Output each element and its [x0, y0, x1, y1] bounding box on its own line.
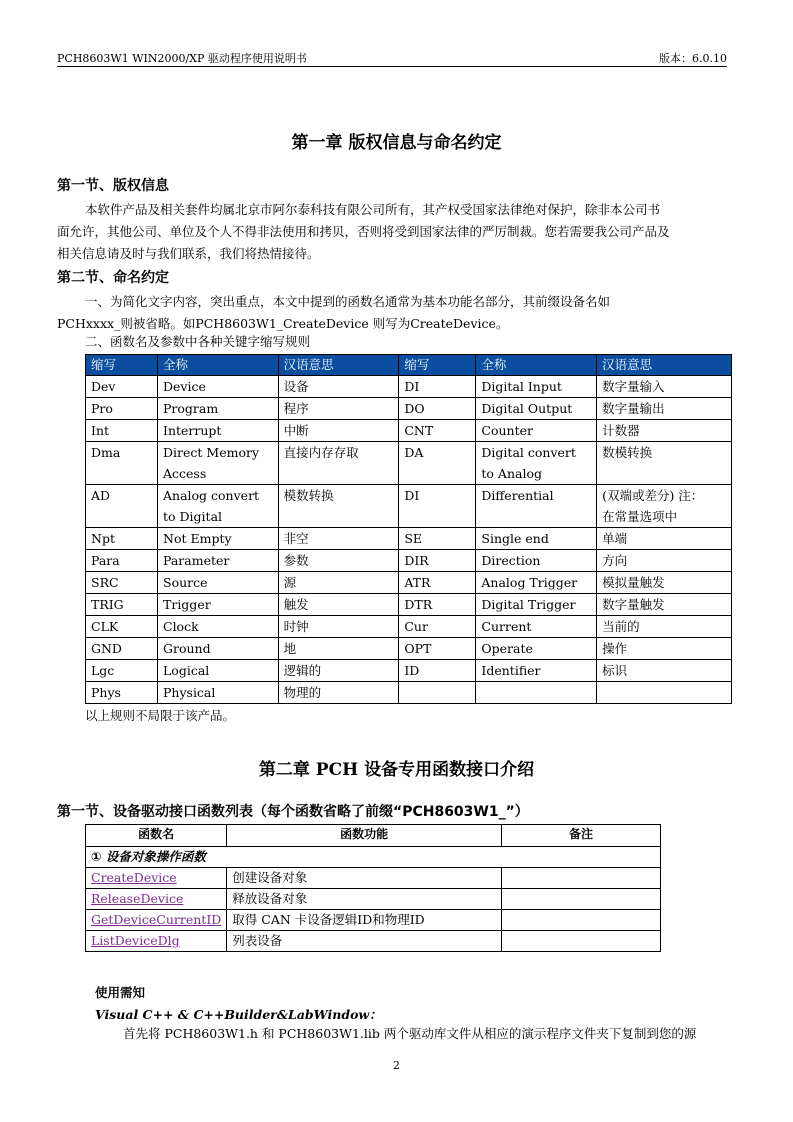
function-link[interactable]: GetDeviceCurrentID	[91, 912, 222, 927]
table-cell: Counter	[476, 420, 597, 442]
table-cell: 数字量输出	[597, 398, 732, 420]
rule-note: 以上规则不局限于该产品。	[85, 708, 236, 723]
table-cell: 数模转换	[597, 442, 732, 485]
table-cell: 程序	[278, 398, 399, 420]
table-cell: 标识	[597, 660, 732, 682]
table-cell: DO	[399, 398, 476, 420]
table-cell: 源	[278, 572, 399, 594]
function-link[interactable]: ReleaseDevice	[91, 891, 184, 906]
table-cell: Interrupt	[158, 420, 279, 442]
header-cell: 全称	[476, 355, 597, 376]
table-cell: Differential	[476, 485, 597, 528]
table-cell: Ground	[158, 638, 279, 660]
table-cell: Digital Trigger	[476, 594, 597, 616]
function-desc-cell: 列表设备	[227, 931, 502, 952]
table-cell: DIR	[399, 550, 476, 572]
table-cell: GND	[86, 638, 158, 660]
table-cell: Source	[158, 572, 279, 594]
table-cell: Physical	[158, 682, 279, 704]
table-cell: Device	[158, 376, 279, 398]
table-cell	[476, 682, 597, 704]
table-cell: Logical	[158, 660, 279, 682]
table-row	[86, 572, 732, 594]
table-cell: 触发	[278, 594, 399, 616]
table-cell: Int	[86, 420, 158, 442]
naming-line-2: PCHxxxx_则被省略。如PCH8603W1_CreateDevice 则写为CreateDevice。	[57, 316, 509, 331]
table-row	[86, 594, 732, 616]
table-cell: Parameter	[158, 550, 279, 572]
naming-line-3: 二、函数名及参数中各种关键字缩写规则	[85, 334, 311, 349]
function-desc-cell: 创建设备对象	[227, 868, 502, 889]
function-desc-cell: 取得 CAN 卡设备逻辑ID和物理ID	[227, 910, 502, 931]
header-cell: 函数名	[86, 825, 227, 847]
table-cell: Digital convert to Analog	[476, 442, 597, 485]
table-cell: CNT	[399, 420, 476, 442]
function-link[interactable]: ListDeviceDlg	[91, 933, 180, 948]
page-header	[57, 50, 727, 67]
function-remark-cell	[501, 910, 660, 931]
table-cell: Dma	[86, 442, 158, 485]
table-cell	[597, 682, 732, 704]
usage-subtitle: Visual C++ & C++Builder&LabWindow：	[95, 1007, 382, 1022]
table-cell: Phys	[86, 682, 158, 704]
header-title: PCH8603W1 WIN2000/XP 驱动程序使用说明书	[57, 52, 307, 65]
table-row	[86, 868, 661, 889]
table-cell: ID	[399, 660, 476, 682]
category-label: ① 设备对象操作函数	[86, 847, 661, 868]
function-table	[85, 824, 661, 952]
table-row	[86, 398, 732, 420]
table-cell: 数字量触发	[597, 594, 732, 616]
table-row	[86, 420, 732, 442]
function-name-cell	[86, 931, 227, 952]
table-cell: Single end	[476, 528, 597, 550]
table-row	[86, 442, 732, 485]
table-cell: 模拟量触发	[597, 572, 732, 594]
table-cell: 方向	[597, 550, 732, 572]
table-cell: 直接内存存取	[278, 442, 399, 485]
table-cell: SE	[399, 528, 476, 550]
table-cell: 时钟	[278, 616, 399, 638]
table-cell: DTR	[399, 594, 476, 616]
table-cell: 参数	[278, 550, 399, 572]
table-cell: Current	[476, 616, 597, 638]
table-cell: Program	[158, 398, 279, 420]
usage-text: 首先将 PCH8603W1.h 和 PCH8603W1.lib 两个驱动库文件从相应的演示程序文件夹下复制到您的源	[123, 1026, 697, 1041]
table-row	[86, 376, 732, 398]
table-cell: Identifier	[476, 660, 597, 682]
table-cell: 数字量输入	[597, 376, 732, 398]
header-cell: 汉语意思	[278, 355, 399, 376]
copyright-line-2: 面允许，其他公司、单位及个人不得非法使用和拷贝，否则将受到国家法律的严厉制裁。您若需要我公司产品及	[57, 224, 670, 239]
abbreviation-table	[85, 354, 732, 704]
table-row	[86, 550, 732, 572]
naming-line-1: 一、为简化文字内容，突出重点，本文中提到的函数名通常为基本功能名部分，其前缀设备名如	[85, 294, 611, 309]
table-cell: DI	[399, 485, 476, 528]
function-desc-cell: 释放设备对象	[227, 889, 502, 910]
table-row	[86, 528, 732, 550]
table-cell: Pro	[86, 398, 158, 420]
table-cell: CLK	[86, 616, 158, 638]
section1-title: 第一节、版权信息	[57, 178, 169, 194]
table-cell: Direct Memory Access	[158, 442, 279, 485]
header-cell: 汉语意思	[597, 355, 732, 376]
table-row	[86, 931, 661, 952]
table-cell: Digital Input	[476, 376, 597, 398]
table-cell: DA	[399, 442, 476, 485]
function-table-header	[86, 825, 661, 847]
table-cell: 中断	[278, 420, 399, 442]
table-cell	[399, 682, 476, 704]
function-remark-cell	[501, 931, 660, 952]
function-name-cell	[86, 910, 227, 931]
page-number: 2	[393, 1059, 400, 1072]
table-cell: Not Empty	[158, 528, 279, 550]
table-cell: Analog convert to Digital	[158, 485, 279, 528]
abbreviation-table-header	[86, 355, 732, 376]
table-cell: Lgc	[86, 660, 158, 682]
table-row	[86, 660, 732, 682]
header-cell: 缩写	[399, 355, 476, 376]
header-version: 版本：6.0.10	[659, 52, 727, 65]
header-cell: 备注	[501, 825, 660, 847]
function-remark-cell	[501, 889, 660, 910]
category-row	[86, 847, 661, 868]
table-cell: ATR	[399, 572, 476, 594]
chapter2-section1-title: 第一节、设备驱动接口函数列表（每个函数省略了前缀“PCH8603W1_”）	[57, 804, 529, 820]
table-cell: 操作	[597, 638, 732, 660]
table-cell: 单端	[597, 528, 732, 550]
function-name-cell	[86, 868, 227, 889]
table-cell: TRIG	[86, 594, 158, 616]
header-cell: 函数功能	[227, 825, 502, 847]
table-row	[86, 910, 661, 931]
function-name-cell	[86, 889, 227, 910]
table-cell: 计数器	[597, 420, 732, 442]
table-cell: Dev	[86, 376, 158, 398]
table-cell: Trigger	[158, 594, 279, 616]
function-remark-cell	[501, 868, 660, 889]
table-row	[86, 682, 732, 704]
table-row	[86, 638, 732, 660]
table-row	[86, 485, 732, 528]
table-row	[86, 889, 661, 910]
header-cell: 缩写	[86, 355, 158, 376]
table-cell: DI	[399, 376, 476, 398]
usage-title: 使用需知	[95, 985, 146, 1000]
table-cell: Npt	[86, 528, 158, 550]
header-cell: 全称	[158, 355, 279, 376]
copyright-line-3: 相关信息请及时与我们联系，我们将热情接待。	[57, 246, 320, 261]
table-cell: Para	[86, 550, 158, 572]
table-cell: 设备	[278, 376, 399, 398]
table-cell: Operate	[476, 638, 597, 660]
table-cell: SRC	[86, 572, 158, 594]
function-link[interactable]: CreateDevice	[91, 870, 177, 885]
table-cell: 非空	[278, 528, 399, 550]
table-cell: (双端或差分) 注： 在常量选项中	[597, 485, 732, 528]
table-cell: Clock	[158, 616, 279, 638]
table-cell: 当前的	[597, 616, 732, 638]
table-cell: AD	[86, 485, 158, 528]
table-cell: Direction	[476, 550, 597, 572]
table-row	[86, 616, 732, 638]
copyright-line-1: 本软件产品及相关套件均属北京市阿尔泰科技有限公司所有，其产权受国家法律绝对保护，除非本公司书	[85, 202, 661, 217]
table-cell: Digital Output	[476, 398, 597, 420]
section2-title: 第二节、命名约定	[57, 270, 169, 286]
table-cell: 物理的	[278, 682, 399, 704]
chapter2-title: 第二章 PCH 设备专用函数接口介绍	[258, 760, 535, 780]
chapter1-title: 第一章 版权信息与命名约定	[291, 133, 502, 153]
table-cell: OPT	[399, 638, 476, 660]
table-cell: 模数转换	[278, 485, 399, 528]
table-cell: 逻辑的	[278, 660, 399, 682]
table-cell: Analog Trigger	[476, 572, 597, 594]
table-cell: 地	[278, 638, 399, 660]
table-cell: Cur	[399, 616, 476, 638]
